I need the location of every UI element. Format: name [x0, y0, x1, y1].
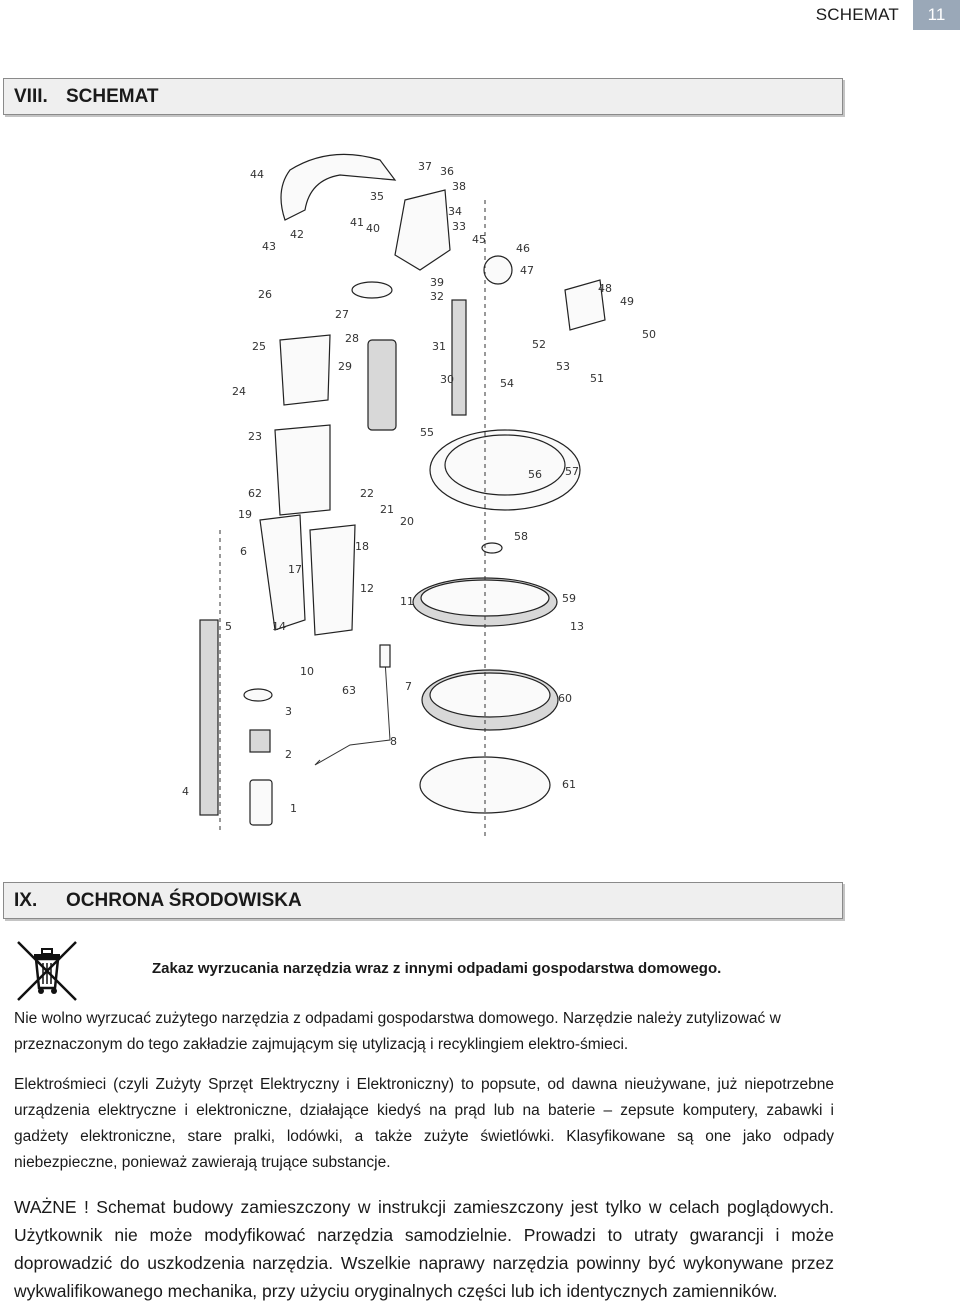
disposal-paragraph: Nie wolno wyrzucać zużytego narzędzia z odpadami gospodarstwa domowego. Narzędzie należy zutylizować w przeznaczonym do tego zakładzie zajmującym się utylizacją i recyklingiem elektro-śmieci.	[14, 1010, 781, 1053]
gear-wheel-part	[484, 256, 512, 284]
washer-part	[244, 689, 272, 701]
bearing-ring-part	[352, 282, 392, 298]
callout-54: 54	[500, 377, 514, 390]
callout-33: 33	[452, 220, 466, 233]
callout-8: 8	[390, 735, 397, 748]
callout-11: 11	[400, 595, 414, 608]
callout-38: 38	[452, 180, 466, 193]
long-spring-part	[200, 620, 218, 815]
callout-45: 45	[472, 233, 486, 246]
callout-17: 17	[288, 563, 302, 576]
callout-28: 28	[345, 332, 359, 345]
page-header	[816, 0, 960, 30]
callout-23: 23	[248, 430, 262, 443]
callout-36: 36	[440, 165, 454, 178]
callout-21: 21	[380, 503, 394, 516]
callout-29: 29	[338, 360, 352, 373]
callout-50: 50	[642, 328, 656, 341]
callout-43: 43	[262, 240, 276, 253]
callout-52: 52	[532, 338, 546, 351]
callout-27: 27	[335, 308, 349, 321]
callout-14: 14	[272, 620, 286, 633]
spring-part	[452, 300, 466, 415]
callout-60: 60	[558, 692, 572, 705]
page-number: 11	[913, 0, 960, 30]
callout-63: 63	[342, 684, 356, 697]
motor-housing-part	[275, 425, 330, 515]
section-title: SCHEMAT	[66, 85, 159, 107]
callout-26: 26	[258, 288, 272, 301]
callout-22: 22	[360, 487, 374, 500]
weee-paragraph: Elektrośmieci (czyli Zużyty Sprzęt Elektryczny i Elektroniczny) to popsute, od dawna nieużywane, już niepotrzebne urządzenia elektryczne i elektroniczne, działające kiedyś na prąd lub na baterie – zepsute komputery, zabawki i gadżety elektroniczne, stare pralki, lodówki, a także zużyte świetlówki. Klasyfikowane są one jako odpady niebezpieczne, ponieważ zawierają trujące substancje.	[14, 1076, 834, 1171]
callout-61: 61	[562, 778, 576, 791]
callout-12: 12	[360, 582, 374, 595]
section-heading-environment	[3, 882, 843, 919]
callout-18: 18	[355, 540, 369, 553]
callout-3: 3	[285, 705, 292, 718]
gear-housing-inner	[445, 435, 565, 495]
callout-46: 46	[516, 242, 530, 255]
sanding-pad-top	[430, 673, 550, 717]
exploded-view-diagram	[180, 140, 780, 840]
callout-44: 44	[250, 168, 264, 181]
upper-housing-part	[395, 190, 450, 270]
section-title: OCHRONA ŚRODOWISKA	[66, 889, 302, 911]
stator-part	[280, 335, 330, 405]
callout-42: 42	[290, 228, 304, 241]
callout-40: 40	[366, 222, 380, 235]
callout-62: 62	[248, 487, 262, 500]
header-title: SCHEMAT	[815, 5, 899, 24]
section-number: VIII.	[14, 85, 48, 107]
crossed-out-wheelie-bin-icon	[14, 938, 80, 1004]
callout-59: 59	[562, 592, 576, 605]
section-heading-schemat	[3, 78, 843, 115]
callout-35: 35	[370, 190, 384, 203]
callout-49: 49	[620, 295, 634, 308]
callout-34: 34	[448, 205, 462, 218]
callout-25: 25	[252, 340, 266, 353]
armature-part	[368, 340, 396, 430]
right-body-part	[310, 525, 355, 635]
gear-part	[250, 730, 270, 752]
disposal-warning: Zakaz wyrzucania narzędzia wraz z innymi odpadami gospodarstwa domowego.	[152, 960, 722, 977]
callout-7: 7	[405, 680, 412, 693]
callout-31: 31	[432, 340, 446, 353]
callout-58: 58	[514, 530, 528, 543]
callout-6: 6	[240, 545, 247, 558]
sleeve-part	[250, 780, 272, 825]
callout-1: 1	[290, 802, 297, 815]
callout-10: 10	[300, 665, 314, 678]
callout-51: 51	[590, 372, 604, 385]
cable-part	[315, 660, 390, 765]
callout-32: 32	[430, 290, 444, 303]
callout-30: 30	[440, 373, 454, 386]
section-number: IX.	[14, 889, 38, 911]
callout-56: 56	[528, 468, 542, 481]
diagram-svg	[180, 140, 780, 840]
callout-39: 39	[430, 276, 444, 289]
callout-4: 4	[182, 785, 189, 798]
callout-41: 41	[350, 216, 364, 229]
callout-57: 57	[565, 465, 579, 478]
callout-24: 24	[232, 385, 246, 398]
callout-2: 2	[285, 748, 292, 761]
callout-47: 47	[520, 264, 534, 277]
callout-13: 13	[570, 620, 584, 633]
important-paragraph: WAŻNE ! Schemat budowy zamieszczony w instrukcji zamieszczony jest tylko w celach poglądowych. Użytkownik nie może modyfikować narzędzia samodzielnie. Prowadzi to utraty gwarancji i może doprowadzić do uszkodzenia narzędzia. Wszelkie naprawy narzędzia powinny być wykonywane przez wykwalifikowanego mechanika, przy użyciu oryginalnych części lub ich identycznych zamienników.	[14, 1197, 834, 1301]
callout-48: 48	[598, 282, 612, 295]
callout-53: 53	[556, 360, 570, 373]
handle-part	[281, 154, 395, 220]
callout-37: 37	[418, 160, 432, 173]
callout-55: 55	[420, 426, 434, 439]
callout-19: 19	[238, 508, 252, 521]
callout-20: 20	[400, 515, 414, 528]
plug-part	[380, 645, 390, 667]
callout-5: 5	[225, 620, 232, 633]
